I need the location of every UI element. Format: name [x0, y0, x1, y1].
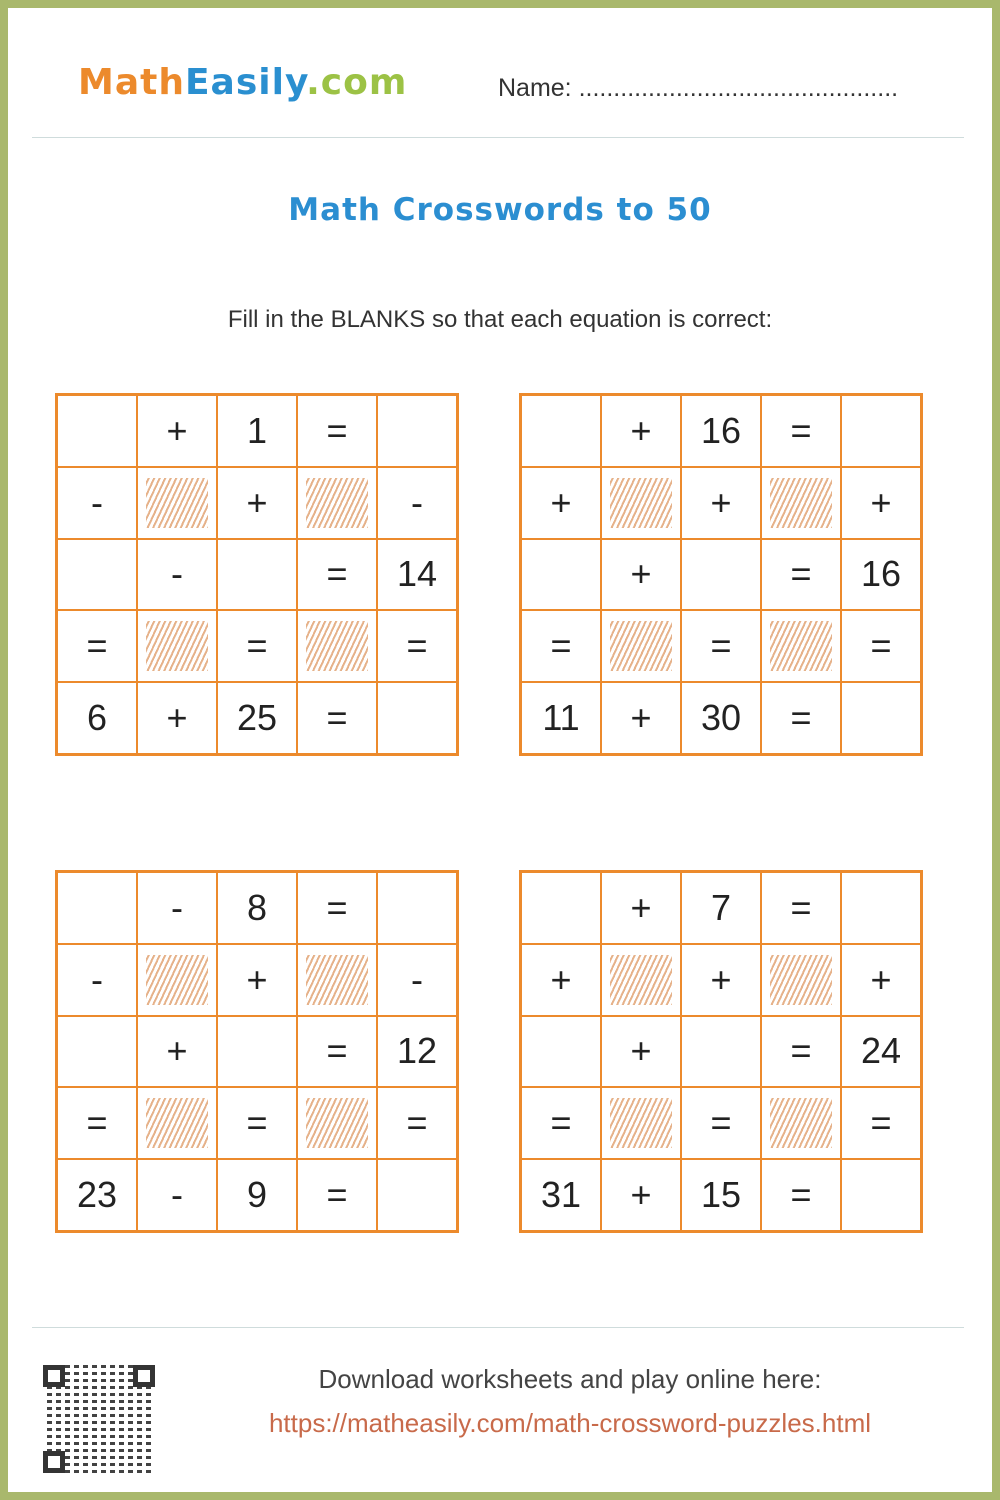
blank-cell[interactable]: [217, 1016, 297, 1088]
number-cell: 8: [217, 872, 297, 944]
blank-cell[interactable]: [841, 872, 921, 944]
blank-cell[interactable]: [377, 682, 457, 754]
blank-cell[interactable]: [217, 539, 297, 611]
number-cell: 31: [521, 1159, 601, 1231]
operator-cell: -: [137, 1159, 217, 1231]
shaded-cell: [137, 944, 217, 1016]
operator-cell: =: [681, 610, 761, 682]
operator-cell: =: [297, 395, 377, 467]
operator-cell: =: [297, 872, 377, 944]
number-cell: 1: [217, 395, 297, 467]
blank-cell[interactable]: [841, 1159, 921, 1231]
puzzle-grid-3: [55, 870, 459, 1233]
puzzle-grid-1: [55, 393, 459, 756]
operator-cell: =: [297, 682, 377, 754]
blank-cell[interactable]: [681, 539, 761, 611]
operator-cell: +: [137, 1016, 217, 1088]
operator-cell: +: [521, 944, 601, 1016]
header-divider: [32, 137, 964, 138]
logo-easily: Easily: [184, 62, 307, 103]
operator-cell: +: [601, 1016, 681, 1088]
blank-cell[interactable]: [377, 872, 457, 944]
operator-cell: =: [761, 682, 841, 754]
operator-cell: =: [521, 610, 601, 682]
operator-cell: -: [137, 872, 217, 944]
blank-cell[interactable]: [521, 1016, 601, 1088]
shaded-cell: [761, 1087, 841, 1159]
operator-cell: =: [297, 1016, 377, 1088]
operator-cell: +: [521, 467, 601, 539]
operator-cell: +: [601, 395, 681, 467]
qr-code: [43, 1365, 155, 1473]
footer-divider: [32, 1327, 964, 1328]
shaded-cell: [137, 1087, 217, 1159]
name-field: Name: ..............................................: [498, 74, 899, 102]
number-cell: 11: [521, 682, 601, 754]
operator-cell: -: [57, 467, 137, 539]
operator-cell: +: [217, 944, 297, 1016]
shaded-cell: [601, 1087, 681, 1159]
operator-cell: +: [601, 682, 681, 754]
operator-cell: +: [601, 872, 681, 944]
number-cell: 6: [57, 682, 137, 754]
blank-cell[interactable]: [521, 872, 601, 944]
shaded-cell: [297, 944, 377, 1016]
shaded-cell: [761, 944, 841, 1016]
number-cell: 9: [217, 1159, 297, 1231]
operator-cell: =: [761, 1159, 841, 1231]
operator-cell: +: [681, 467, 761, 539]
logo: [78, 62, 407, 103]
shaded-cell: [297, 610, 377, 682]
blank-cell[interactable]: [57, 539, 137, 611]
operator-cell: =: [217, 610, 297, 682]
operator-cell: =: [377, 610, 457, 682]
operator-cell: -: [57, 944, 137, 1016]
download-text: Download worksheets and play online here:: [318, 1364, 822, 1394]
number-cell: 24: [841, 1016, 921, 1088]
operator-cell: +: [601, 1159, 681, 1231]
operator-cell: +: [217, 467, 297, 539]
instructions: Fill in the BLANKS so that each equation is correct:: [227, 306, 773, 333]
shaded-cell: [601, 467, 681, 539]
operator-cell: +: [601, 539, 681, 611]
download-link[interactable]: https://matheasily.com/math-crossword-puzzles.html: [268, 1408, 872, 1438]
operator-cell: =: [761, 872, 841, 944]
operator-cell: =: [57, 1087, 137, 1159]
shaded-cell: [601, 610, 681, 682]
number-cell: 23: [57, 1159, 137, 1231]
shaded-cell: [137, 467, 217, 539]
operator-cell: +: [137, 682, 217, 754]
blank-cell[interactable]: [681, 1016, 761, 1088]
blank-cell[interactable]: [57, 1016, 137, 1088]
blank-cell[interactable]: [841, 395, 921, 467]
shaded-cell: [761, 610, 841, 682]
operator-cell: =: [217, 1087, 297, 1159]
operator-cell: +: [137, 395, 217, 467]
blank-cell[interactable]: [377, 395, 457, 467]
blank-cell[interactable]: [521, 539, 601, 611]
number-cell: 16: [841, 539, 921, 611]
puzzle-grid-2: [519, 393, 923, 756]
operator-cell: +: [841, 944, 921, 1016]
operator-cell: -: [377, 467, 457, 539]
number-cell: 25: [217, 682, 297, 754]
blank-cell[interactable]: [57, 872, 137, 944]
operator-cell: -: [377, 944, 457, 1016]
puzzle-grid-4: [519, 870, 923, 1233]
number-cell: 15: [681, 1159, 761, 1231]
number-cell: 30: [681, 682, 761, 754]
operator-cell: =: [761, 1016, 841, 1088]
operator-cell: +: [681, 944, 761, 1016]
operator-cell: =: [521, 1087, 601, 1159]
logo-math: Math: [78, 62, 185, 103]
page-title: Math Crosswords to 50: [288, 192, 712, 228]
operator-cell: =: [761, 395, 841, 467]
shaded-cell: [297, 467, 377, 539]
number-cell: 7: [681, 872, 761, 944]
operator-cell: =: [681, 1087, 761, 1159]
operator-cell: =: [377, 1087, 457, 1159]
shaded-cell: [297, 1087, 377, 1159]
operator-cell: =: [841, 610, 921, 682]
operator-cell: +: [841, 467, 921, 539]
number-cell: 14: [377, 539, 457, 611]
shaded-cell: [761, 467, 841, 539]
number-cell: 12: [377, 1016, 457, 1088]
operator-cell: =: [57, 610, 137, 682]
operator-cell: =: [297, 539, 377, 611]
blank-cell[interactable]: [377, 1159, 457, 1231]
operator-cell: =: [297, 1159, 377, 1231]
operator-cell: =: [761, 539, 841, 611]
blank-cell[interactable]: [521, 395, 601, 467]
logo-com: .com: [306, 62, 408, 103]
operator-cell: =: [841, 1087, 921, 1159]
shaded-cell: [601, 944, 681, 1016]
number-cell: 16: [681, 395, 761, 467]
shaded-cell: [137, 610, 217, 682]
operator-cell: -: [137, 539, 217, 611]
blank-cell[interactable]: [57, 395, 137, 467]
blank-cell[interactable]: [841, 682, 921, 754]
